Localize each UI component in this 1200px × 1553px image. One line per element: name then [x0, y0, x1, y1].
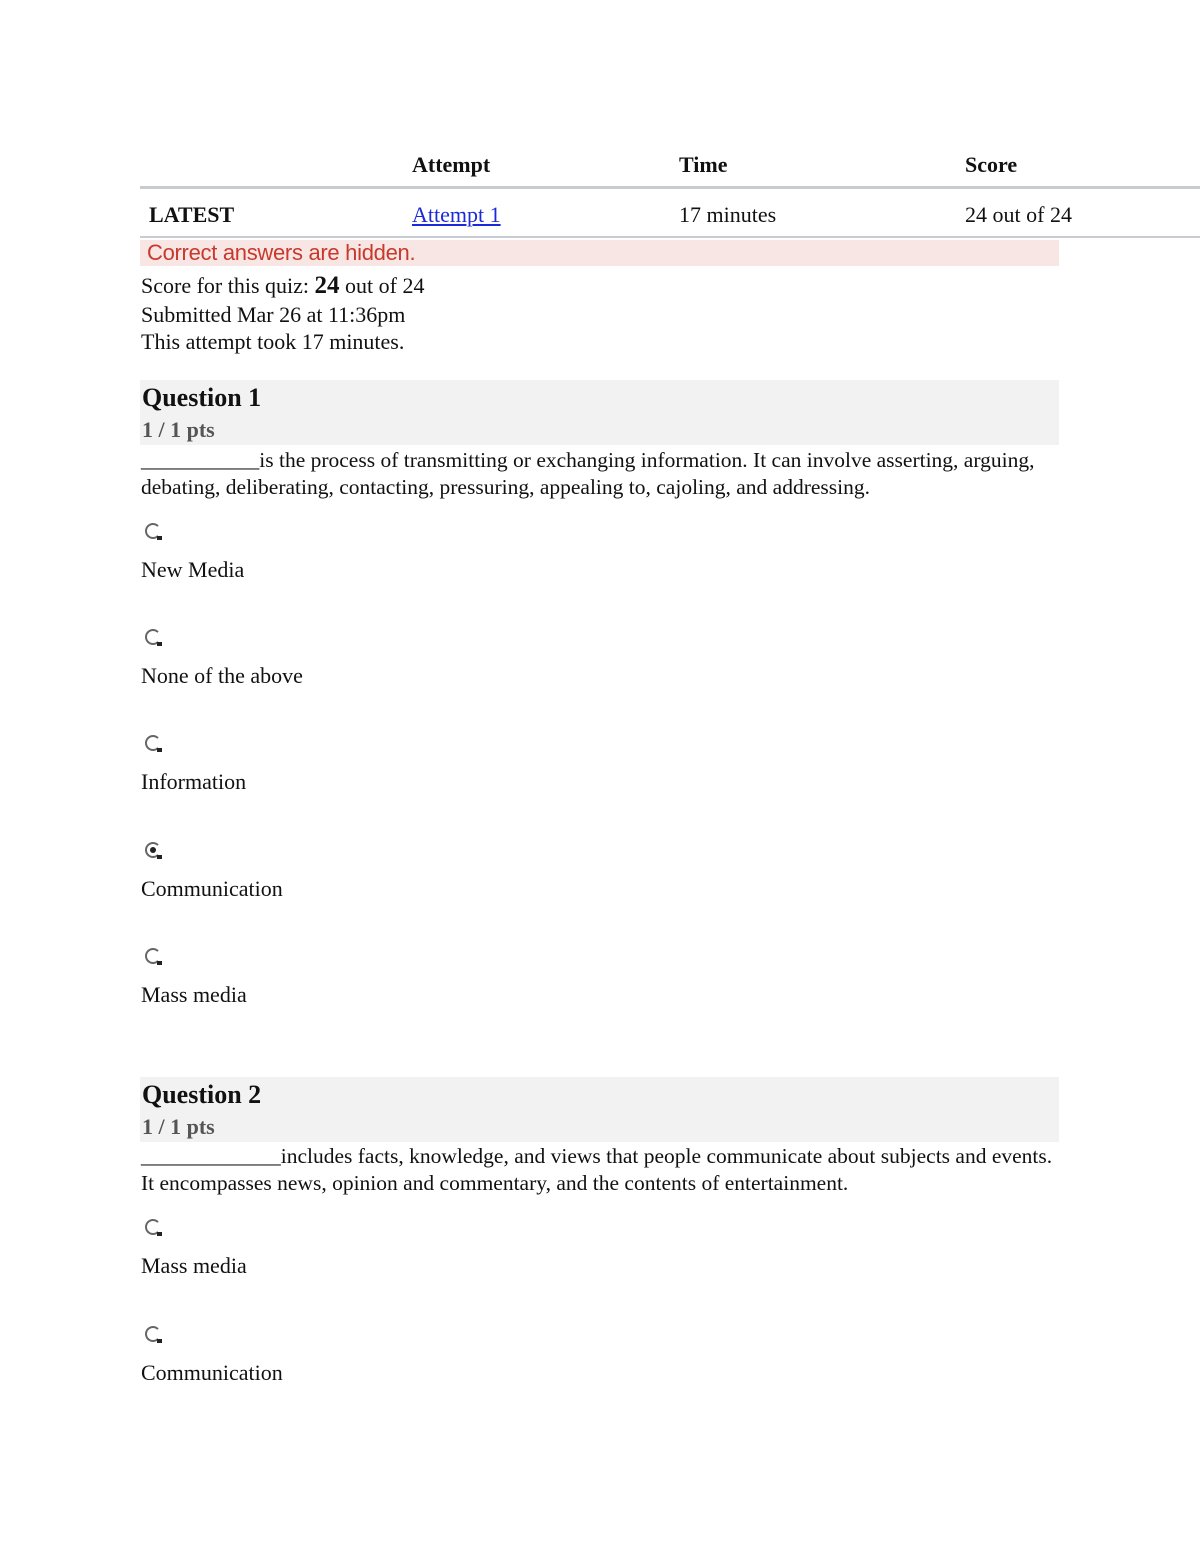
option-radio-selected[interactable] [145, 842, 161, 858]
question-1-header [140, 380, 1059, 445]
option-radio[interactable] [145, 523, 161, 539]
column-header-attempt: Attempt [412, 152, 491, 177]
attempt-score: 24 out of 24 [965, 202, 1072, 227]
option-label[interactable]: New Media [141, 557, 245, 582]
question-2-text: _____________includes facts, knowledge, and views that people communicate about subjects and events. It encompasses news, opinion and commentary, and the contents of entertainment. [141, 1144, 1053, 1195]
column-header-time: Time [679, 152, 728, 177]
option-label[interactable]: Communication [141, 876, 283, 901]
option-radio[interactable] [145, 629, 161, 645]
option-label[interactable]: Communication [141, 1360, 283, 1385]
quiz-score-line [141, 272, 424, 300]
submitted-line: Submitted Mar 26 at 11:36pm [141, 302, 406, 327]
radio-dot-icon [150, 847, 156, 853]
option-label[interactable]: None of the above [141, 663, 303, 688]
score-prefix: Score for this quiz: [141, 273, 315, 298]
answers-hidden-text: Correct answers are hidden. [147, 240, 416, 265]
option-label[interactable]: Mass media [141, 982, 247, 1007]
header-divider [140, 186, 1200, 189]
option-radio[interactable] [145, 735, 161, 751]
question-1-text: ___________is the process of transmitting or exchanging information. It can involve asserting, arguing, debating, deliberating, contacting, pressuring, appealing to, cajoling, and addressing. [141, 448, 1035, 499]
row-divider [140, 236, 1200, 238]
question-title: Question 1 [142, 383, 262, 412]
latest-label: LATEST [149, 202, 235, 227]
option-radio[interactable] [145, 1219, 161, 1235]
option-label[interactable]: Information [141, 769, 247, 794]
score-value: 24 [314, 272, 340, 299]
attempt-1-link[interactable]: Attempt 1 [412, 202, 501, 227]
question-title: Question 2 [142, 1080, 262, 1109]
column-header-score: Score [965, 152, 1018, 177]
duration-line: This attempt took 17 minutes. [141, 329, 405, 354]
option-label[interactable]: Mass media [141, 1253, 247, 1278]
option-radio[interactable] [145, 1326, 161, 1342]
question-points: 1 / 1 pts [142, 417, 215, 442]
question-2-header [140, 1077, 1059, 1142]
answers-hidden-banner [140, 240, 1059, 266]
attempt-time: 17 minutes [679, 202, 777, 227]
question-points: 1 / 1 pts [142, 1114, 215, 1139]
option-radio[interactable] [145, 948, 161, 964]
score-suffix: out of 24 [339, 273, 425, 298]
